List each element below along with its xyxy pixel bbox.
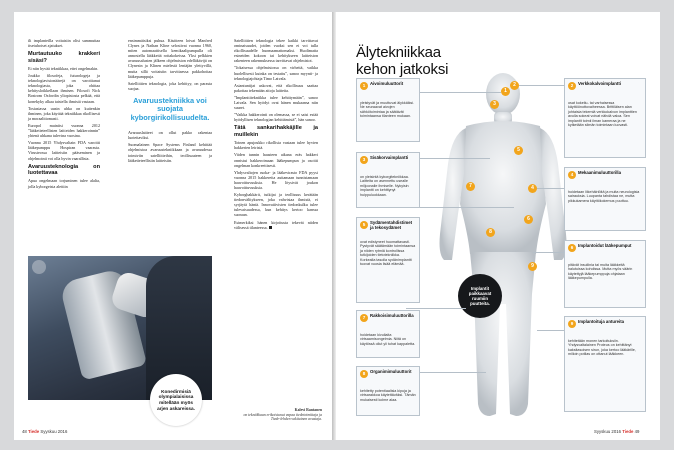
- implant-info-circle: Implantit paikkaavat ruumiin puutteita.: [458, 274, 502, 318]
- paragraph: Europol mainitsi vuonna 2012 ”lääketieteellisten laitteiden hakkeroinnin” yhtenä uhkana tulevina vuosina.: [28, 122, 100, 139]
- left-page: [14, 12, 332, 440]
- connector-line: [519, 85, 564, 86]
- paragraph: Apua ongelmaan torjuminen tulee alalta, jolla kyborgeista alettiin: [28, 178, 100, 189]
- callout-title: Implantoidut lääkepumput: [578, 243, 632, 248]
- paragraph: Satelliittien teknologia, joka kehittyy, on parasta suojaa.: [128, 80, 212, 91]
- callout-title: Implantoituja antureita: [578, 319, 625, 324]
- callout-8: [356, 366, 420, 416]
- paragraph: ensimmäisiksi puhua. Käsitteen loivat Manfred Clynes ja Nathan Kline selostivat vuonna 1960, miten automaattisella kemikaalipumpulla oli annostellu lääkkeitä rottakokeissa. Yksi pelkkien avaruusalusten jälkeen ohjelmiston edelläkävijä on Clynesin ja Klinen mielestä lentäjän ylettyvillä, mutta sillä voitaisiin tarvittaessa pakkohoitaa lääkepumppuja.: [128, 38, 212, 79]
- marker-6: 6: [524, 215, 533, 224]
- callout-number: 8: [360, 370, 368, 378]
- paragraph: Vuonna 2015 Yhdysvaltain FDA varoitti lääkepumppu Hospiran vaarasta. Virusteossa laitteisiin pääseminen ja ohjelmointi voi olla hyvin vaarallista.: [28, 140, 100, 161]
- callout-title: Rakkoisimuluuttorilla: [370, 313, 414, 318]
- callout-body: osat kokeilu- tai varhaisessa käyttöönottovaiheessa. Brittiläisen alan johtaisia tekemiä verkkokalvon implanttien avulla sokeat voivat nähdä valoa. Sen implantit toimii ilman kameraa ja ne kytketään silmän toimintaan luovasti.: [568, 101, 637, 128]
- right-page: [336, 12, 660, 440]
- callout-title: Organimimuluuttorit: [370, 369, 412, 374]
- marker-7: 7: [466, 182, 475, 191]
- right-folio: [594, 429, 639, 434]
- callout-6: [564, 240, 646, 308]
- callout-number: 2: [568, 82, 576, 90]
- callout-3: [356, 152, 420, 208]
- callout-title: Aivoimuluuttorit: [370, 81, 404, 86]
- callout-title: Sisäkorvaimplantti: [370, 155, 409, 160]
- paragraph: Asiantuntijat uskovat, että rikollisuus saattaa pakottaa tekemään aitoja laitteita.: [234, 82, 318, 93]
- callout-7: [356, 310, 420, 358]
- page-number: 48: [22, 429, 27, 434]
- photo-caption-badge: Konedirmisiä olympialaisissa mitellään myös arjen askareissa.: [150, 374, 202, 426]
- title-line-2: kehon jatkoksi: [356, 61, 449, 78]
- marker-2: 2: [510, 81, 519, 90]
- page-number: 49: [634, 429, 640, 434]
- author-bio: on tekniikkaan erikoistunut vapaa tiedetoimittaja ja Tiede-lehden vakituinen avustaja.: [243, 412, 322, 422]
- connector-line: [406, 92, 501, 93]
- connector-line: [533, 252, 564, 253]
- marker-5: 5: [514, 146, 523, 155]
- marker-8: 8: [486, 228, 495, 237]
- callout-4: [564, 167, 646, 231]
- callout-title: Sydämentahdistimet ja tekosydämet: [370, 220, 413, 230]
- callout-number: 6: [568, 244, 576, 252]
- paragraph: Yhdysvaltojen ruoka- ja lääkevirasto FDA pyysi vuonna 2015 hakkereita auttamaan tunnistamaan haavoittuvuuksia. He löysivät joukon haavoittuvuuksia.: [234, 169, 318, 190]
- left-folio: [22, 429, 67, 434]
- callout-number: 4: [568, 171, 576, 179]
- subheading: Avaruusteknologia on luotettavaa: [28, 163, 100, 176]
- connector-line: [537, 330, 564, 331]
- callout-number: 7: [360, 314, 368, 322]
- callout-number: 3: [360, 156, 368, 164]
- callout-number: 5: [360, 221, 368, 229]
- callout-body: ovat edistyneet huomattavasti. Pystyvät säätämään toimintaansa ja niiden rytmiä kontrollissa tutkijoiden tietotekniikka. Korkealla tasolla sydänimplantit tuovat vuosia lisää elämää.: [360, 240, 416, 267]
- marker-9: 9: [528, 262, 537, 271]
- text-column-3: [234, 38, 318, 232]
- paragraph: Ei niin hyvää tekniikkaa, ettei ongelmakin.: [28, 66, 99, 71]
- callout-body: on yleisintä kyborgitekniikkaa. Laitteita on asennettu usealle miljoonalle ihmiselle. Nykyisin implantti on kehittynyt huippuluokkaan.: [360, 175, 409, 197]
- callout-body: kehitetty potentiaalisia kipuja ja virtsarakkoa käytettäväksi. Tämän mukaisesti kolme alaa.: [360, 389, 416, 402]
- subheading: Tätä sankarihakkäjille ja muillekin: [234, 125, 318, 138]
- paragraph: Viiden tunnin haasteen aikana eräs hakkeri onnistui hakkeroimaan lääkepumpun ja osoitti ongelman konkreettisesti.: [234, 152, 318, 168]
- paragraph: Kyborghakkärit, tutkijat ja teollisuus kerätään tiedonvälitykseen, joka vahvistaa ihmistä, ei syrjäytä häntä. Innovatiivisten tiedonkulku tulee tulevaisuudessa, kun kehitys kertoo kanssa suoraan.: [234, 192, 318, 218]
- connector-line: [537, 188, 564, 189]
- author-name: Kalevi Rantanen: [294, 408, 322, 412]
- connector-line: [406, 308, 466, 309]
- paragraph: Joukko filosofeja, futurologeja ja teknologiavisionäärejä on varoittanut teknologiasta, joka ohittaa kehitysloikkellaan ihmisen. Filosofi Nick Bostrom Oxfordin yliopistosta pelkää, että konekyky alkaa taistella ihmistä vastaan.: [28, 73, 100, 104]
- marker-1: 1: [501, 87, 510, 96]
- callout-title: Verkkokalvoimplantti: [578, 81, 621, 86]
- photo-logo-mark: [32, 260, 46, 274]
- paragraph: Avaruuslaitteet on ollut pakko rakentaa luotettaviksi.: [128, 130, 212, 141]
- human-body-figure: [418, 64, 588, 424]
- paragraph: ili implanteilla voitaisiin olisi sammuttaa itsetuhoiset ajatukset.: [28, 38, 100, 49]
- paragraph: Toinen apujoukko rikollisia vastaan tulee hyvien hakkerien leiristä.: [234, 140, 318, 151]
- end-mark: [269, 226, 272, 229]
- author-caption: [238, 408, 322, 422]
- brand-name: Tiede: [27, 429, 40, 434]
- subheading: Murtautuuko krakkeri sisäsi?: [28, 51, 100, 64]
- text-column-2: [128, 38, 212, 165]
- paragraph: ”Jokaisessa ohjelmistossa on virheitä, vaikka huolellisesti kuinka on testattu”, sanoo myynti- ja teknologiajohtaja Timo Latvala.: [234, 65, 318, 81]
- callout-body: pitävät insuliinia tai muita lääkkeitä halutuissa kohdissa. Mutta myös väärin käytettyjä lääkepumppuja ohjataan lääkepumpulla.: [568, 263, 633, 281]
- paragraph: Satelliittien teknologia tekee kaikki tarvittavat ominaisuudet, joiden vuoksi sen ei voi tulla rikollisuudelle huomaamattomaksi. Huolimatta esineiden kokoon tai kehitykseen laitteiston rakenteen rakennuksessa tarvittavat ohjelmistot.: [234, 38, 318, 64]
- pull-quote: Avaruustekniikka voi suojata kyborgirikollisuudelta.: [130, 95, 210, 122]
- issue-date: Syyskuu 2016: [594, 429, 621, 434]
- callout-number: 9: [568, 320, 576, 328]
- brand-name: Tiede: [622, 429, 634, 434]
- callout-1: [356, 78, 420, 142]
- callout-number: 1: [360, 82, 368, 90]
- callout-9: [564, 316, 646, 412]
- callout-body: hoidetaan liikehäiriöitä ja muita neurologisia sairauksia. Luupanta tahdistaa ne, mutta pikkukamera käyttökokemus puuttuu.: [568, 190, 640, 203]
- marker-4: 4: [528, 184, 537, 193]
- text-column-1: [28, 38, 100, 191]
- callout-body: kehitetään monen tarkoituksiin. Yhdysvaltalainen Proteus on kehittänyt kaksitasoisen sirun, joka kertoo lääkärille, milloin potilas on ottanut lääkkeen.: [568, 339, 636, 357]
- callout-title: Mekaanimuluuttorilla: [578, 170, 621, 175]
- paragraph: Tosiasiassa uusin uhka on kuitenkin ihminen, joka käyttää tekniikkaa rikollisesti ja moraalittomasti.: [28, 105, 100, 121]
- title-line-1: Älytekniikkaa: [356, 44, 441, 61]
- connector-line: [406, 207, 514, 208]
- marker-3: 3: [490, 100, 499, 109]
- issue-date: Syyskuu 2016: [40, 429, 68, 434]
- callout-body: yleistyvät ja muuttuvat älykkäiksi. Ne seuraavat aivojen sähkötoimintaa ja säätävät toimintaansa tilanteen mukaan.: [360, 101, 415, 119]
- callout-2: [564, 78, 646, 158]
- paragraph: ”Implanttitekniikka tulee kehittymään”, sanoo Latvala. Sen hyödyt ovat hänen mukaansa niin suuret.: [234, 94, 318, 111]
- paragraph: ”Vaikka hakkerointi on olemassa, se ei saisi estää hyödyllisen teknologian kehittämistä”, hän sanoo.: [234, 112, 318, 123]
- callout-5: [356, 217, 420, 303]
- paragraph-end: Esimerkiksi hänen kirjoitusta tekevät niiden välisessä tilanteessa.: [234, 219, 318, 230]
- paragraph: Suomalainen Space Systems Finland kehittää ohjelmistoa avaruustekniikkaan ja avaruudessa toimiviin satelliitteihin, teollisuuteen ja lääketieteellisiin laitteisiin.: [128, 142, 212, 163]
- callout-body: hoidetaan kivuliaita virtsaamisongelmia. Niitä on käytössä ollut yli tuhat kappaletta.: [360, 333, 416, 346]
